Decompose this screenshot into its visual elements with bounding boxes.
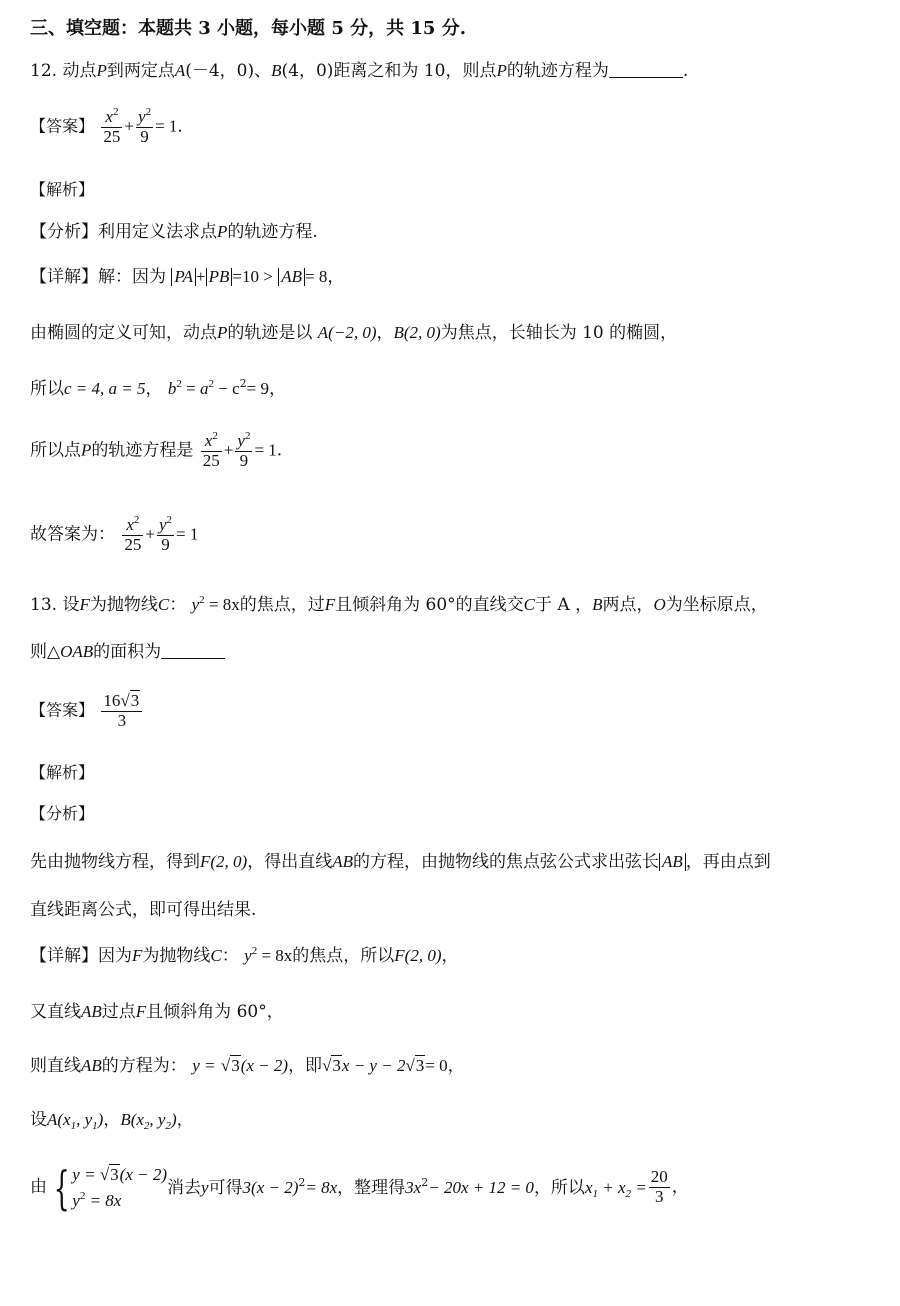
detail-12-line4: 所以点P的轨迹方程是 $\frac{x^2}{25}$ + $\frac{y^2}{9}$ = 1. <box>30 430 283 470</box>
answer-13: 【答案】 $\frac{16√3}{3}$ <box>30 692 144 730</box>
analysis-13-line2: 直线距离公式，即可得出结果. <box>30 900 257 920</box>
detail-12-line5: 故答案为： $\frac{x^2}{25}$ + $\frac{y^2}{9}$ = 1 <box>30 514 199 554</box>
question-number: 13. <box>30 595 58 615</box>
jiexi-label-12: 【解析】 <box>30 180 95 199</box>
section-title: 三、填空题：本题共 3 小题，每小题 5 分，共 15 分. <box>30 18 466 39</box>
detail-13-line1: 【详解】因为F为抛物线C： $y^2 = 8x$的焦点，所以F(2, 0)， <box>30 945 459 966</box>
detail-13-line2: 又直线AB过点F且倾斜角为 60°， <box>30 1002 284 1022</box>
question-13-line2: 则△OAB的面积为 <box>30 643 225 661</box>
equation-system: y = √3(x − 2) $y^2 = 8x$ <box>72 1165 167 1210</box>
jiexi-label-13: 【解析】 <box>30 763 95 782</box>
analysis-12: 【分析】利用定义法求点P的轨迹方程. <box>30 222 318 242</box>
detail-12-line2: 由椭圆的定义可知，动点P的轨迹是以 A(−2, 0)，B(2, 0)为焦点，长轴长为 10 的椭圆， <box>30 323 678 343</box>
question-number: 12. <box>30 61 58 81</box>
detail-12: 【详解】解：因为 PA + PB =10 > AB = 8， <box>30 267 345 287</box>
question-12: 12. 动点P到两定点A(－4，0)、B(4，0)距离之和为 10，则点P的轨迹方程为 . <box>30 61 689 81</box>
detail-13-line4: 设$A(x_1$, $y_1$)，$B(x_2$, $y_2$)， <box>30 1110 194 1132</box>
detail-13-line5: 由 { y = √3(x − 2) $y^2 = 8x$ 消去y可得$3(x - 2)^2= 8x$，整理得$3x^2- 20x + 12 = 0$，所以$x_1 + x_2$ = $\frac{20}{3}$ ， <box>30 1160 689 1215</box>
detail-12-line3: 所以c = 4, a = 5， $b^2 = a^2 - c^2= 9$， <box>30 377 286 399</box>
answer-label: 【答案】 <box>30 116 95 136</box>
system-brace: { <box>53 1160 70 1215</box>
answer-blank <box>609 63 683 78</box>
detail-13-line3: 则直线AB的方程为： y = √3(x − 2)，即√3x − y − 2√3= 0， <box>30 1056 465 1076</box>
analysis-label-13: 【分析】 <box>30 804 95 823</box>
fraction-x2-25: $\frac{x^2}{25}$ <box>103 106 121 146</box>
question-13: 13. 设F为抛物线C： $y^2 = 8x$的焦点，过F且倾斜角为 60°的直线交C于 A ，B两点，O为坐标原点， <box>30 594 768 615</box>
answer-12: 【答案】 $\frac{x^2}{25}$ + $\frac{y^2}{9}$ = 1． <box>30 106 195 146</box>
analysis-13-line1: 先由抛物线方程，得到F(2, 0)，得出直线AB的方程，由抛物线的焦点弦公式求出弦长 AB ，再由点到 <box>30 852 771 872</box>
fraction-y2-9: $\frac{y^2}{9}$ <box>138 106 152 146</box>
answer-blank <box>161 644 225 659</box>
